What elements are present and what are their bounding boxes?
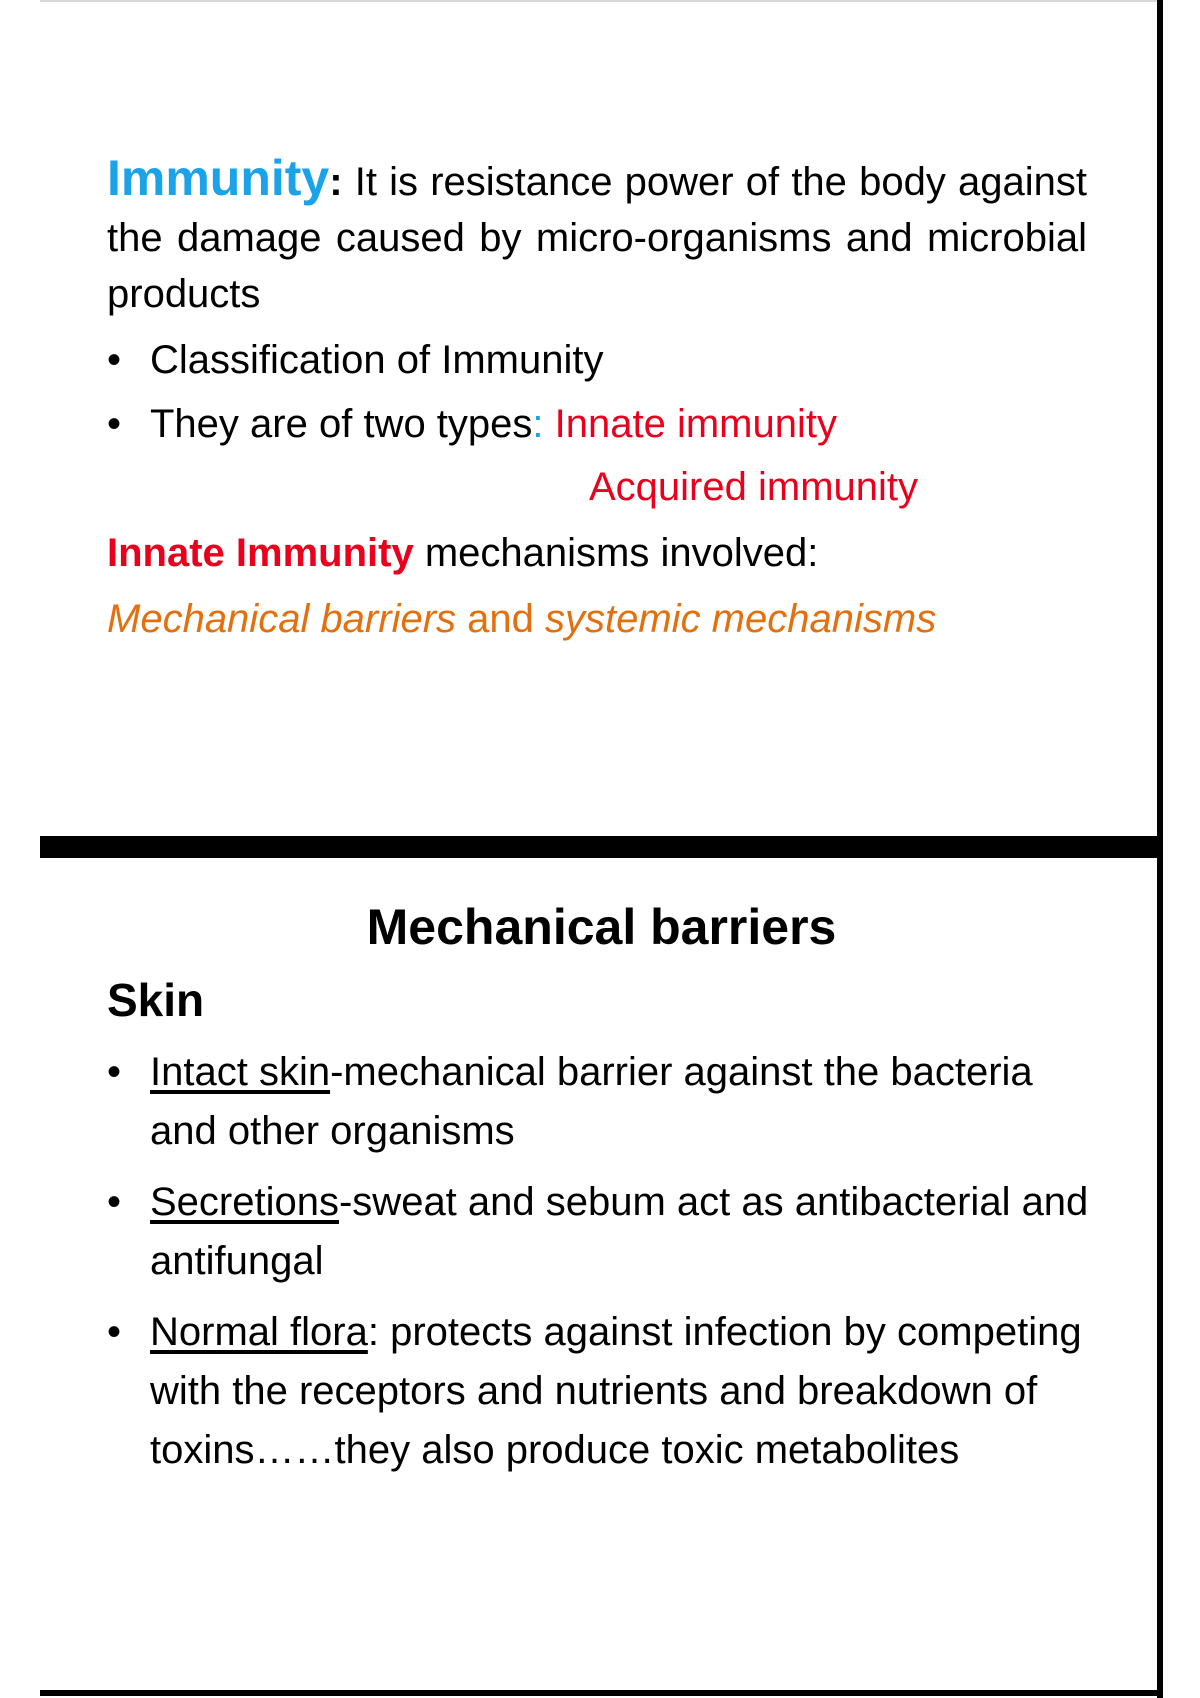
bullet-classification-text: Classification of Immunity bbox=[150, 338, 604, 382]
secretions-text: -sweat and sebum act as antibacterial and antifungal bbox=[150, 1180, 1089, 1283]
immunity-term-colon: : bbox=[329, 160, 343, 204]
bullet-types-text: They are of two types bbox=[150, 402, 533, 446]
immunity-definition bbox=[107, 150, 1087, 322]
bottom-border bbox=[40, 1690, 1163, 1696]
bullet-classification bbox=[107, 328, 1087, 392]
intact-skin-text: -mechanical barrier against the bacteria and other organisms bbox=[150, 1050, 1033, 1153]
immunity-definition-text: It is resistance power of the body against the damage caused by micro-organisms and microbial products bbox=[107, 160, 1087, 316]
mechanical-barriers-text: Mechanical barriers bbox=[107, 597, 457, 641]
acquired-immunity-type: Acquired immunity bbox=[589, 465, 919, 509]
top-border bbox=[40, 0, 1160, 2]
immunity-term: Immunity bbox=[107, 150, 330, 206]
list-item-secretions bbox=[107, 1173, 1097, 1291]
normal-flora-text: : protects against infection by competing with the receptors and nutrients and breakdown of toxins……they also produce toxic metabolites bbox=[150, 1310, 1082, 1472]
slide-divider bbox=[40, 836, 1163, 858]
innate-mechanisms-text: mechanisms involved: bbox=[413, 531, 819, 575]
slide-title: Mechanical barriers bbox=[366, 899, 837, 955]
skin-barrier-list bbox=[107, 1043, 1097, 1492]
mechanisms-and: and bbox=[456, 597, 545, 641]
systemic-mechanisms-text: systemic mechanisms bbox=[545, 597, 937, 641]
slide-immunity bbox=[107, 150, 1087, 652]
list-item-intact-skin bbox=[107, 1043, 1097, 1161]
intact-skin-term: Intact skin bbox=[150, 1050, 331, 1094]
innate-immunity-type: Innate immunity bbox=[543, 402, 837, 446]
immunity-bullets bbox=[107, 328, 1087, 456]
innate-mechanisms-line bbox=[107, 520, 1087, 586]
skin-heading: Skin bbox=[107, 974, 205, 1026]
secretions-term: Secretions bbox=[150, 1180, 339, 1224]
bullet-types-colon: : bbox=[532, 402, 544, 446]
normal-flora-term: Normal flora bbox=[150, 1310, 368, 1354]
list-item-normal-flora bbox=[107, 1303, 1097, 1480]
bullet-types bbox=[107, 392, 1087, 456]
innate-immunity-term: Innate Immunity bbox=[107, 531, 414, 575]
mechanisms-line bbox=[107, 586, 1087, 652]
